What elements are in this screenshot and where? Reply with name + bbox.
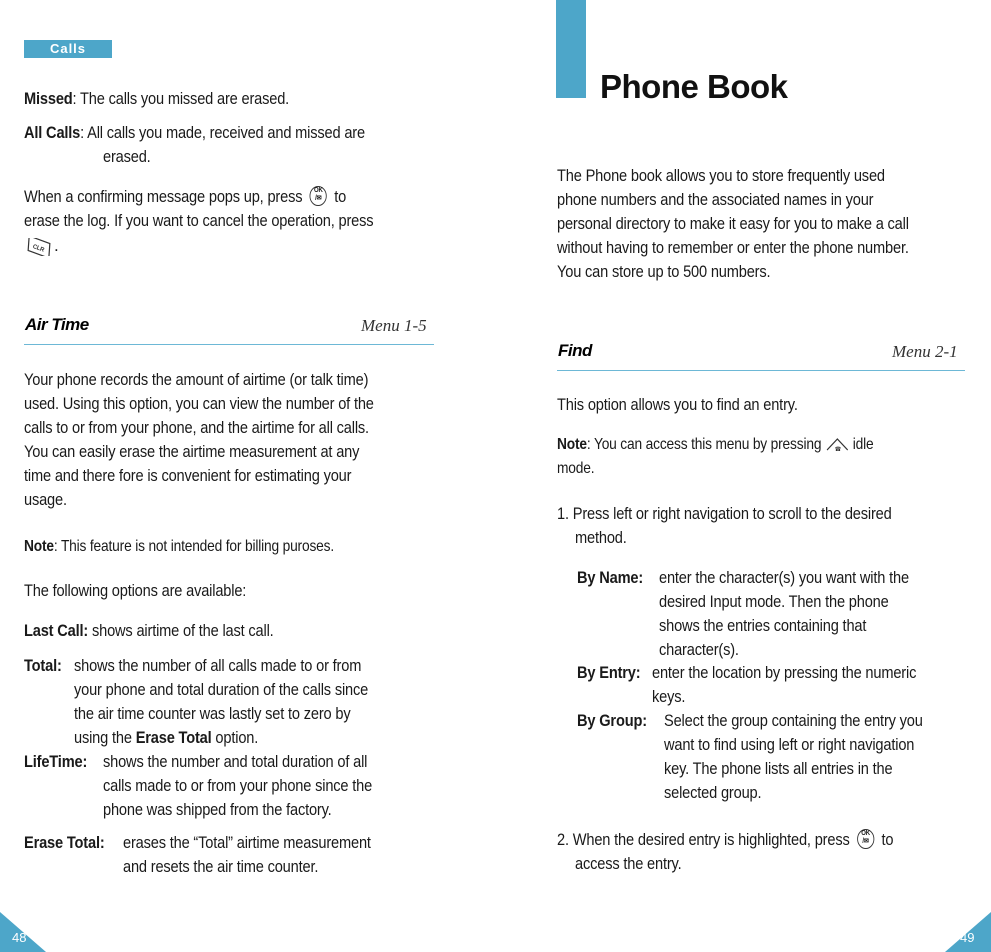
options-intro: The following options are available: [24,581,247,600]
airtime-paragraph [24,368,374,512]
bygroup-line: Select the group containing the entry you [664,711,923,730]
total-text [74,654,368,750]
airtime-line: time and there fore is convenient for estimating your [24,466,352,485]
allcalls-text: : All calls you made, received and missed are [80,123,365,142]
airtime-menu-ref: Menu 1-5 [361,316,427,335]
total-line-last [74,726,368,750]
total-line: the air time counter was lastly set to zero by [74,704,351,723]
airtime-line: used. Using this option, you can view the number of the [24,394,374,413]
confirm-line-3 [24,234,59,258]
bygroup-text [664,709,923,805]
clr-key-icon [24,238,54,256]
total-line: shows the number of all calls made to or from [74,656,362,675]
total-line: your phone and total duration of the calls since [74,680,369,699]
erase-label [24,831,105,855]
byname-line: desired Input mode. Then the phone [659,592,889,611]
find-note [557,433,873,457]
find-note-cont: mode. [557,460,595,477]
lastcall-text: shows airtime of the last call. [91,621,274,640]
confirm-period: . [54,236,59,255]
airtime-note [24,535,334,559]
bygroup-line: want to find using left or right navigation [664,735,915,754]
total-label-text: Total: [24,656,62,675]
byname-line: enter the character(s) you want with the [659,568,909,587]
total-last-a: using the [74,728,132,747]
bygroup-line: selected group. [664,783,762,802]
intro-line: phone numbers and the associated names in your [557,190,874,209]
lastcall-item [24,619,274,643]
byname-text [659,566,909,662]
airtime-line: Your phone records the amount of airtime (or talk time) [24,370,369,389]
airtime-divider [24,344,434,345]
lifetime-label-text: LifeTime: [24,752,88,771]
airtime-heading: Air Time [25,315,89,334]
find-menu-ref: Menu 2-1 [892,342,958,361]
lifetime-line: shows the number and total duration of all [103,752,368,771]
intro-line: You can store up to 500 numbers. [557,262,771,281]
lifetime-line: calls made to or from your phone since the [103,776,373,795]
ok-key-icon: OK /✉ [310,186,327,206]
total-label [24,654,62,678]
byname-label [577,566,643,590]
find-heading: Find [558,341,592,360]
step-1: 1. Press left or right navigation to scroll to the desired [557,504,892,523]
step-2-text-b: to [881,830,894,849]
intro-line: personal directory to make it easy for you to make a call [557,214,909,233]
note-label: Note [557,436,587,453]
page-title: Phone Book [600,68,788,105]
missed-text: : The calls you missed are erased. [72,89,290,108]
allcalls-label: All Calls [24,123,81,142]
bygroup-label [577,709,647,733]
erase-label-text: Erase Total: [24,833,105,852]
erase-text [123,831,371,879]
byentry-label-text: By Entry: [577,663,641,682]
find-divider [557,370,965,371]
svg-text:☎: ☎ [834,446,841,453]
byname-label-text: By Name: [577,568,644,587]
byentry-text [652,661,916,709]
allcalls-text-cont: erased. [103,147,151,166]
section-tab-calls: Calls [24,40,112,58]
airtime-line: You can easily erase the airtime measurement at any [24,442,360,461]
byname-line: shows the entries containing that [659,616,867,635]
step-2 [557,828,893,852]
byentry-line: enter the location by pressing the numeric [652,663,917,682]
page-number-right: 49 [960,930,975,945]
airtime-line: usage. [24,490,67,509]
intro-line: without having to remember or enter the phone number. [557,238,909,257]
lifetime-text [103,750,372,822]
confirm-text-a: When a confirming message pops up, press [24,187,303,206]
note-text-b: idle [852,436,874,453]
find-intro: This option allows you to find an entry. [557,395,798,414]
missed-item [24,87,289,111]
step-1-cont: method. [575,528,627,547]
up-nav-key-icon [825,436,849,454]
confirm-text-b: to [334,187,347,206]
confirm-line-1 [24,185,346,209]
byentry-line: keys. [652,687,686,706]
title-accent-bar [556,0,586,98]
byname-line: character(s). [659,640,739,659]
erase-total-ref: Erase Total [135,728,212,747]
missed-label: Missed [24,89,73,108]
airtime-line: calls to or from your phone, and the airtime for all calls. [24,418,369,437]
total-last-c: option. [215,728,259,747]
ok-key-icon: OK /✉ [857,829,874,849]
lifetime-line: phone was shipped from the factory. [103,800,332,819]
confirm-line-2: erase the log. If you want to cancel the operation, press [24,211,374,230]
page-number-left: 48 [12,930,27,945]
intro-line: The Phone book allows you to store frequently used [557,166,885,185]
step-2-text-a: 2. When the desired entry is highlighted, press [557,830,850,849]
note-text: : This feature is not intended for billing puroses. [53,538,335,555]
lastcall-label: Last Call: [24,621,89,640]
note-text-a: : You can access this menu by pressing [586,436,822,453]
bygroup-label-text: By Group: [577,711,647,730]
step-2-cont: access the entry. [575,854,682,873]
allcalls-item [24,121,365,145]
erase-line: and resets the air time counter. [123,857,319,876]
phonebook-intro [557,164,909,284]
svg-text:CLR: CLR [31,243,45,254]
note-label: Note [24,538,54,555]
bygroup-line: key. The phone lists all entries in the [664,759,893,778]
erase-line: erases the “Total” airtime measurement [123,833,371,852]
byentry-label [577,661,640,685]
lifetime-label [24,750,87,774]
